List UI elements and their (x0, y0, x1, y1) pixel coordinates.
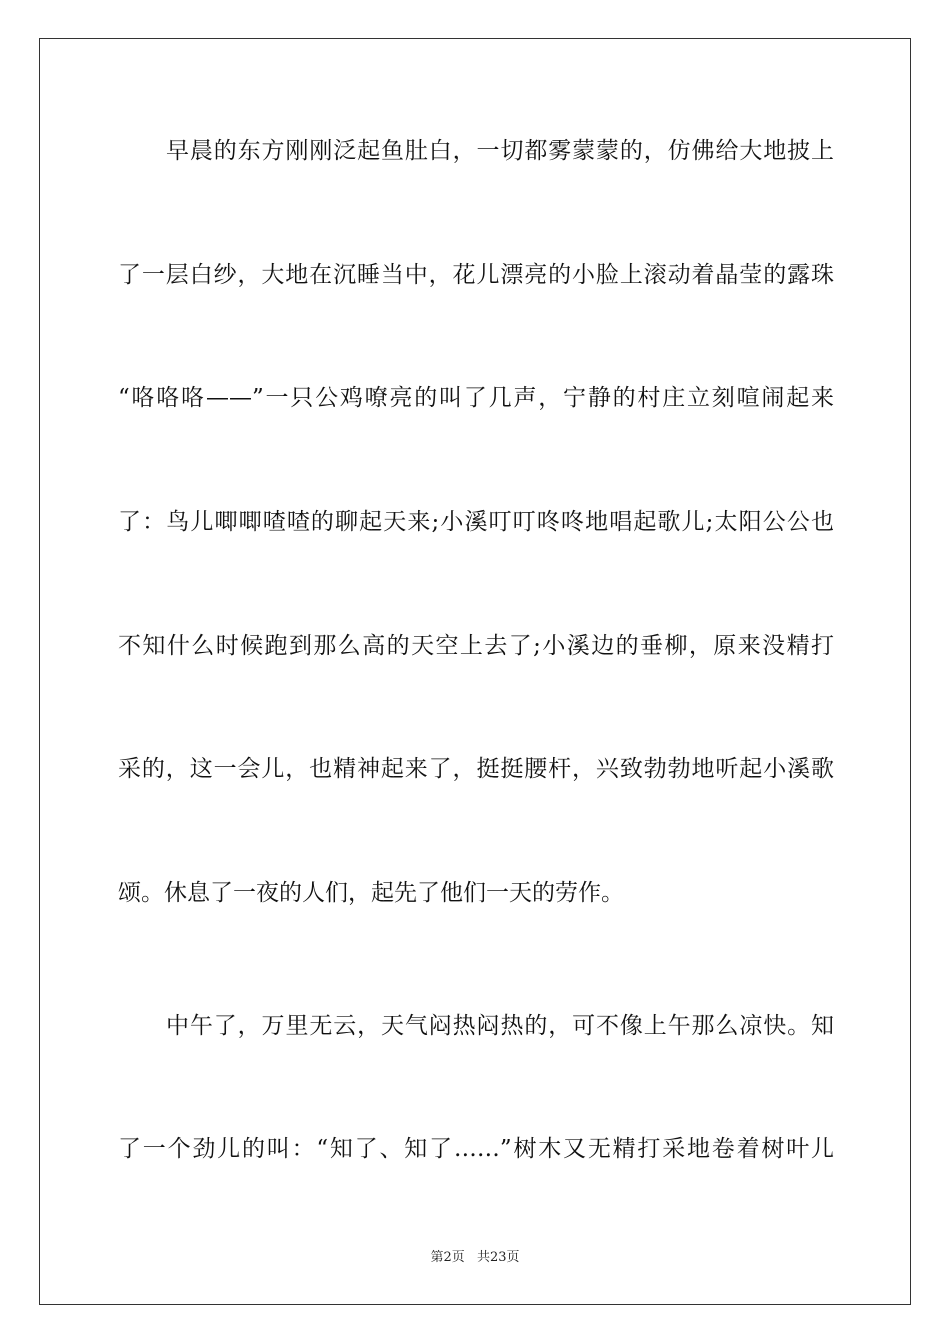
text-line-1: 早晨的东方刚刚泛起鱼肚白，一切都雾蒙蒙的，仿佛给大地披上 (166, 138, 834, 164)
text-line-5: 不知什么时候跑到那么高的天空上去了;小溪边的垂柳，原来没精打 (118, 633, 834, 659)
page-total: 共23页 (476, 1250, 520, 1265)
page-footer (0, 1246, 950, 1265)
page-number: 第2页 (430, 1250, 465, 1265)
text-line-4: 了：鸟儿唧唧喳喳的聊起天来;小溪叮叮咚咚地唱起歌儿;太阳公公也 (118, 509, 834, 535)
page-border (39, 38, 911, 1305)
text-line-6: 采的，这一会儿，也精神起来了，挺挺腰杆，兴致勃勃地听起小溪歌 (118, 756, 834, 782)
text-line-7: 颂。休息了一夜的人们，起先了他们一天的劳作。 (118, 880, 624, 906)
text-line-8: 中午了，万里无云，天气闷热闷热的，可不像上午那么凉快。知 (166, 1013, 834, 1039)
text-line-3: “咯咯咯——”一只公鸡嘹亮的叫了几声，宁静的村庄立刻喧闹起来 (118, 385, 834, 411)
text-line-9: 了一个劲儿的叫：“知了、知了……”树木又无精打采地卷着树叶儿 (118, 1136, 834, 1162)
text-line-2: 了一层白纱，大地在沉睡当中，花儿漂亮的小脸上滚动着晶莹的露珠 (118, 262, 834, 288)
